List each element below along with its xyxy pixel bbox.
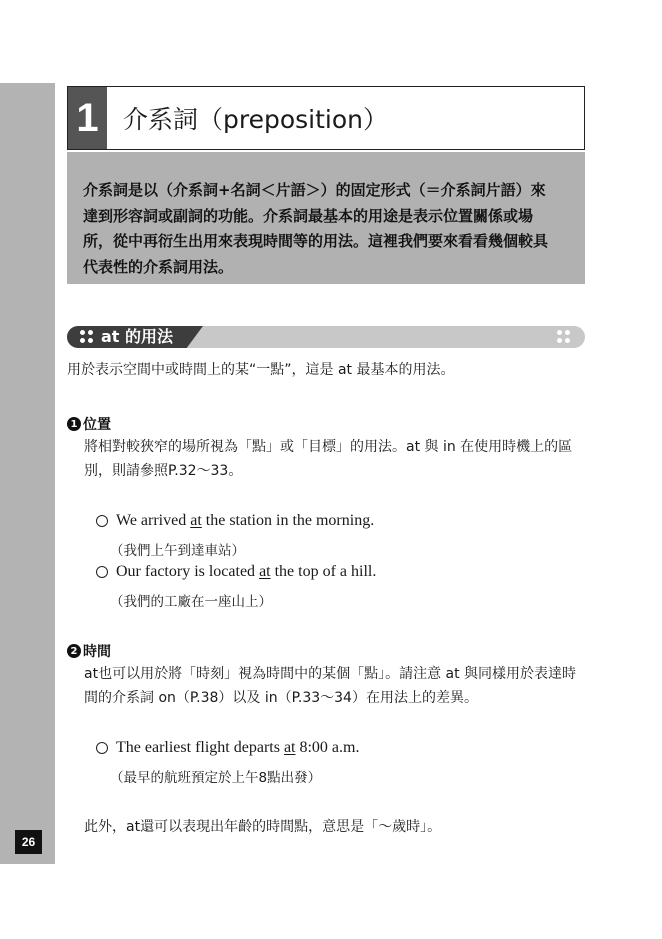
circle-icon (96, 566, 108, 578)
example-sentence (96, 739, 359, 757)
example-translation: （我們的工廠在一座山上） (110, 594, 272, 610)
circled-number: 2 (67, 644, 81, 658)
usage-body-line: at也可以用於將「時刻」視為時間中的某個「點」。請注意 at 與同樣用於表達時 (84, 666, 577, 682)
usage-body-line: 間的介系詞 on（P.38）以及 in（P.33～34）在用法上的差異。 (84, 690, 478, 706)
circle-icon (96, 515, 108, 527)
example-text: the station in the morning. (201, 512, 375, 529)
intro-line: 介系詞是以（介系詞+名詞＜片語＞）的固定形式（＝介系詞片語）來 (83, 181, 546, 199)
usage-body-line: 將相對較狹窄的場所視為「點」或「目標」的用法。at 與 in 在使用時機上的區 (84, 439, 573, 455)
example-text: Our factory is located (116, 563, 260, 580)
intro-box (67, 152, 585, 284)
page-number: 26 (15, 830, 42, 854)
closing-text: 此外，at還可以表現出年齡的時間點，意思是「～歲時」。 (84, 819, 442, 835)
example-text: The earliest flight departs (116, 739, 284, 756)
four-dots-icon (80, 330, 94, 344)
example-text: the top of a hill. (270, 563, 377, 580)
usage-heading (67, 414, 111, 434)
example-translation: （最早的航班預定於上午8點出發） (110, 770, 322, 786)
usage-heading-text: 時間 (83, 644, 111, 660)
example-sentence (96, 563, 376, 581)
example-text: We arrived (116, 512, 191, 529)
example-keyword: at (259, 563, 271, 580)
example-text: 8:00 a.m. (295, 739, 360, 756)
page-sidebar (0, 83, 55, 864)
intro-line: 所，從中再衍生出用來表現時間等的用法。這裡我們要來看看幾個較具 (83, 232, 549, 250)
section-summary: 用於表示空間中或時間上的某“一點”，這是 at 最基本的用法。 (67, 362, 455, 378)
usage-body-line: 別，則請參照P.32～33。 (84, 463, 243, 479)
chapter-number: 1 (68, 87, 107, 149)
circled-number: 1 (67, 417, 81, 431)
chapter-header (67, 86, 585, 150)
chapter-title: 介系詞（preposition） (123, 105, 389, 134)
example-keyword: at (283, 739, 296, 756)
intro-line: 代表性的介系詞用法。 (83, 257, 234, 276)
usage-heading-text: 位置 (83, 417, 111, 433)
four-dots-icon (557, 330, 571, 344)
example-translation: （我們上午到達車站） (110, 543, 245, 559)
usage-heading (67, 641, 111, 661)
circle-icon (96, 742, 108, 754)
example-sentence (96, 512, 374, 530)
section-title: at 的用法 (101, 327, 174, 346)
example-keyword: at (190, 512, 202, 529)
intro-line: 達到形容詞或副詞的功能。介系詞最基本的用途是表示位置關係或場 (83, 206, 534, 225)
